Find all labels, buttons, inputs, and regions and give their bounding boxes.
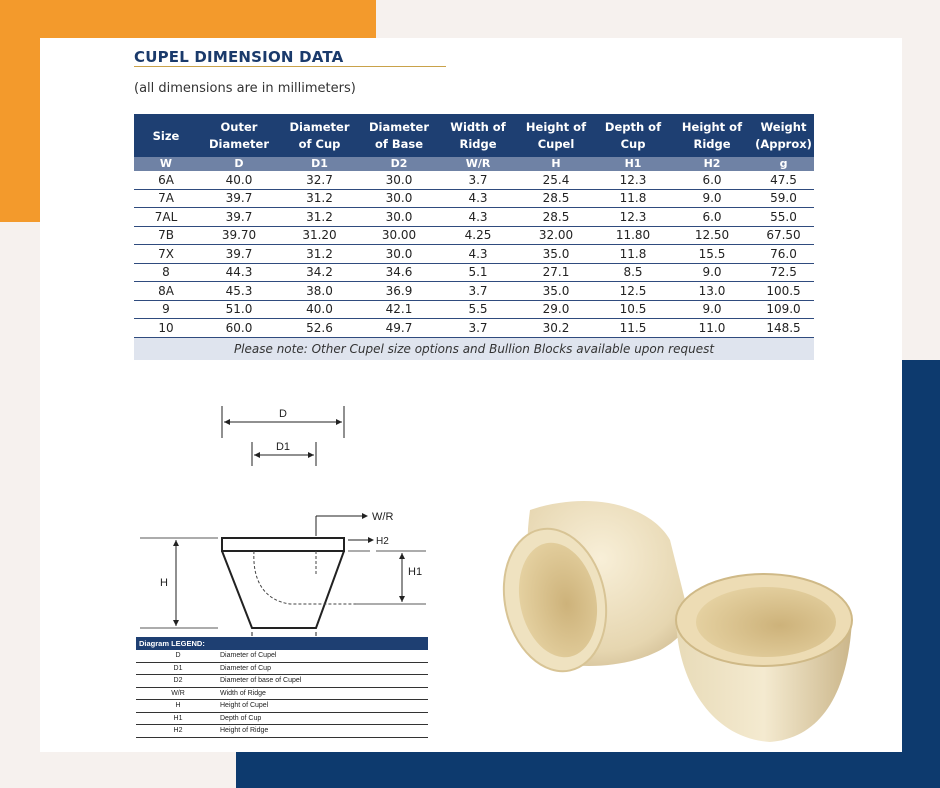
header-depth-of-cup: Depth of Cup <box>595 114 671 157</box>
table-row <box>134 245 814 264</box>
label-h2: H2 <box>376 536 389 547</box>
table-cell: 42.1 <box>359 300 439 319</box>
table-cell: 76.0 <box>753 245 814 264</box>
table-cell: 31.2 <box>280 245 359 264</box>
availability-note: Please note: Other Cupel size options and Bullion Blocks available upon request <box>134 337 814 360</box>
table-cell: 45.3 <box>198 282 280 301</box>
table-row <box>134 263 814 282</box>
table-cell: 39.70 <box>198 226 280 245</box>
header-diameter-of-cup: Diameter of Cup <box>280 114 359 157</box>
legend-row <box>136 700 428 713</box>
content-card <box>40 38 902 752</box>
legend-title: Diagram LEGEND: <box>136 637 428 650</box>
table-row <box>134 171 814 189</box>
legend-definition: Depth of Cup <box>220 714 262 722</box>
table-cell: 39.7 <box>198 189 280 208</box>
table-cell: 15.5 <box>671 245 753 264</box>
table-row <box>134 319 814 338</box>
table-row <box>134 208 814 227</box>
symbol-cell: H2 <box>671 157 753 171</box>
symbol-cell: D1 <box>280 157 359 171</box>
table-cell: 6.0 <box>671 171 753 189</box>
label-wr: W/R <box>372 511 394 523</box>
table-cell: 55.0 <box>753 208 814 227</box>
table-cell: 9.0 <box>671 263 753 282</box>
table-cell: 40.0 <box>198 171 280 189</box>
legend-row <box>136 650 428 663</box>
table-row <box>134 300 814 319</box>
table-cell: 9.0 <box>671 300 753 319</box>
table-cell: 31.2 <box>280 189 359 208</box>
legend-symbol: H2 <box>173 727 183 734</box>
legend-symbol: D2 <box>173 677 183 684</box>
table-cell: 30.0 <box>359 189 439 208</box>
table-cell: 11.80 <box>595 226 671 245</box>
legend-row <box>136 713 428 726</box>
table-cell: 13.0 <box>671 282 753 301</box>
symbol-cell: D2 <box>359 157 439 171</box>
symbol-cell: H <box>517 157 595 171</box>
legend-definition: Width of Ridge <box>220 689 266 697</box>
table-cell: 34.2 <box>280 263 359 282</box>
table-cell: 12.3 <box>595 208 671 227</box>
h2-arrowhead <box>368 537 374 543</box>
table-cell: 32.7 <box>280 171 359 189</box>
table-cell: 11.0 <box>671 319 753 338</box>
table-cell: 40.0 <box>280 300 359 319</box>
table-cell: 3.7 <box>439 282 517 301</box>
table-cell: 31.2 <box>280 208 359 227</box>
header-diameter-of-base: Diameter of Base <box>359 114 439 157</box>
header-weight: Weight (Approx) <box>753 114 814 157</box>
page-title: CUPEL DIMENSION DATA <box>134 48 344 66</box>
table-cell: 12.3 <box>595 171 671 189</box>
table-cell: 7B <box>134 226 198 245</box>
table-cell: 5.1 <box>439 263 517 282</box>
legend-symbol: H <box>175 702 181 709</box>
table-cell: 32.00 <box>517 226 595 245</box>
table-cell: 47.5 <box>753 171 814 189</box>
table-cell: 31.20 <box>280 226 359 245</box>
legend-symbol: D1 <box>173 664 183 672</box>
table-cell: 7X <box>134 245 198 264</box>
cupel-ridge <box>222 538 344 551</box>
legend-row <box>136 725 428 738</box>
table-cell: 28.5 <box>517 189 595 208</box>
table-cell: 4.3 <box>439 189 517 208</box>
legend-definition: Diameter of base of Cupel <box>220 677 302 684</box>
symbol-cell: H1 <box>595 157 671 171</box>
table-cell: 148.5 <box>753 319 814 338</box>
cupel-cross-section-diagram <box>130 400 450 636</box>
header-outer-diameter: Outer Diameter <box>198 114 280 157</box>
symbol-row <box>134 157 814 171</box>
table-cell: 67.50 <box>753 226 814 245</box>
table-cell: 4.3 <box>439 245 517 264</box>
table-cell: 30.0 <box>359 171 439 189</box>
table-cell: 38.0 <box>280 282 359 301</box>
table-cell: 28.5 <box>517 208 595 227</box>
legend-row <box>136 675 428 688</box>
header-height-of-ridge: Height of Ridge <box>671 114 753 157</box>
table-cell: 100.5 <box>753 282 814 301</box>
wr-arrowhead <box>362 513 368 519</box>
table-cell: 12.50 <box>671 226 753 245</box>
table-row <box>134 282 814 301</box>
legend-definition: Diameter of Cup <box>220 664 271 672</box>
header-size: Size <box>134 114 198 157</box>
table-cell: 35.0 <box>517 282 595 301</box>
cupel-product-photo <box>460 470 860 750</box>
table-cell: 5.5 <box>439 300 517 319</box>
symbol-cell: D <box>198 157 280 171</box>
legend-symbol: D <box>175 652 181 659</box>
table-cell: 12.5 <box>595 282 671 301</box>
table-cell: 8.5 <box>595 263 671 282</box>
title-underline <box>134 66 446 67</box>
table-cell: 39.7 <box>198 208 280 227</box>
cupel-body-outline <box>222 551 344 628</box>
units-note: (all dimensions are in millimeters) <box>134 81 356 96</box>
table-cell: 10 <box>134 319 198 338</box>
label-d1: D1 <box>275 441 291 453</box>
right-cupel-hollow <box>696 587 836 657</box>
table-cell: 3.7 <box>439 171 517 189</box>
table-cell: 9.0 <box>671 189 753 208</box>
table-cell: 8A <box>134 282 198 301</box>
table-cell: 59.0 <box>753 189 814 208</box>
header-width-of-ridge: Width of Ridge <box>439 114 517 157</box>
legend-definition: Diameter of Cupel <box>220 652 277 659</box>
table-cell: 25.4 <box>517 171 595 189</box>
label-d: D <box>279 408 287 420</box>
legend-symbol: W/R <box>171 689 185 697</box>
table-cell: 36.9 <box>359 282 439 301</box>
table-cell: 72.5 <box>753 263 814 282</box>
table-cell: 34.6 <box>359 263 439 282</box>
table-cell: 60.0 <box>198 319 280 338</box>
table-cell: 4.3 <box>439 208 517 227</box>
table-cell: 51.0 <box>198 300 280 319</box>
symbol-cell: g <box>753 157 814 171</box>
label-h: H <box>160 577 168 589</box>
table-cell: 35.0 <box>517 245 595 264</box>
table-header-row <box>134 114 814 157</box>
table-cell: 27.1 <box>517 263 595 282</box>
table-cell: 8 <box>134 263 198 282</box>
legend-symbol: H1 <box>173 714 183 722</box>
table-cell: 29.0 <box>517 300 595 319</box>
legend-row <box>136 663 428 676</box>
table-cell: 7AL <box>134 208 198 227</box>
table-cell: 11.8 <box>595 189 671 208</box>
table-cell: 4.25 <box>439 226 517 245</box>
legend-definition: Height of Cupel <box>220 702 269 709</box>
table-cell: 30.00 <box>359 226 439 245</box>
table-cell: 49.7 <box>359 319 439 338</box>
table-row <box>134 189 814 208</box>
table-cell: 30.0 <box>359 208 439 227</box>
symbol-cell: W <box>134 157 198 171</box>
header-height-of-cupel: Height of Cupel <box>517 114 595 157</box>
table-cell: 30.2 <box>517 319 595 338</box>
table-cell: 6A <box>134 171 198 189</box>
table-cell: 10.5 <box>595 300 671 319</box>
table-cell: 44.3 <box>198 263 280 282</box>
table-cell: 7A <box>134 189 198 208</box>
table-cell: 3.7 <box>439 319 517 338</box>
note-row <box>134 337 814 360</box>
table-cell: 39.7 <box>198 245 280 264</box>
table-cell: 11.5 <box>595 319 671 338</box>
table-cell: 9 <box>134 300 198 319</box>
table-row <box>134 226 814 245</box>
legend-definition: Height of Ridge <box>220 727 269 734</box>
dimension-table <box>134 114 814 360</box>
diagram-legend <box>136 637 428 738</box>
table-cell: 11.8 <box>595 245 671 264</box>
table-cell: 52.6 <box>280 319 359 338</box>
table-cell: 109.0 <box>753 300 814 319</box>
symbol-cell: W/R <box>439 157 517 171</box>
table-cell: 30.0 <box>359 245 439 264</box>
table-cell: 6.0 <box>671 208 753 227</box>
legend-row <box>136 688 428 701</box>
label-h1: H1 <box>408 566 423 578</box>
